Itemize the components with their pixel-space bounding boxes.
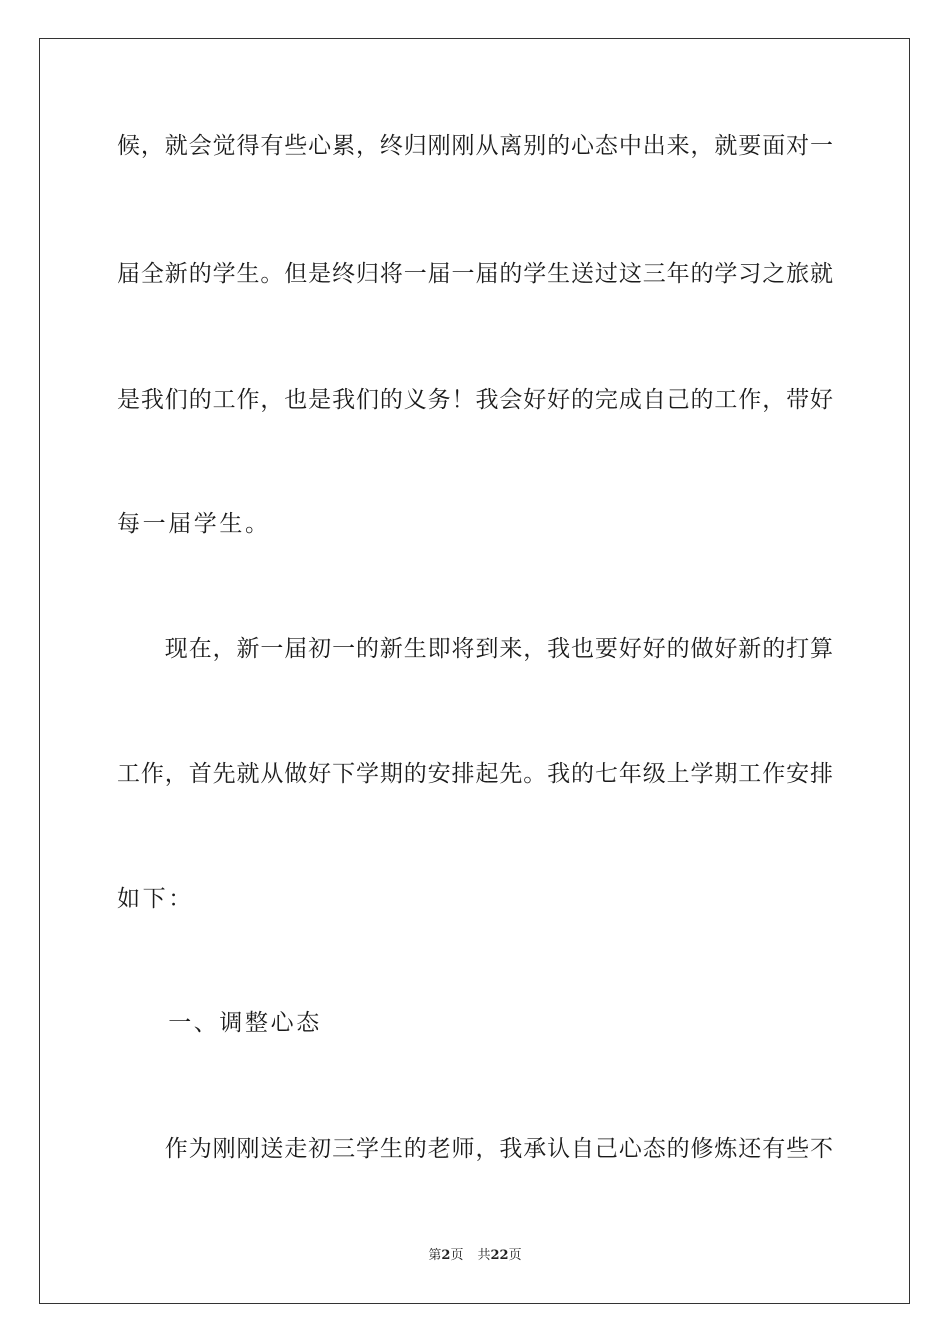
footer-page-suffix: 页: [450, 1248, 464, 1263]
body-text-line-9: 作为刚刚送走初三学生的老师，我承认自己心态的修炼还有些不: [117, 1136, 833, 1162]
footer-page-prefix: 第: [428, 1248, 442, 1263]
body-text-line-5: 现在，新一届初一的新生即将到来，我也要好好的做好新的打算: [117, 636, 833, 662]
body-text-line-3: 是我们的工作，也是我们的义务！我会好好的完成自己的工作，带好: [117, 387, 833, 413]
section-heading: 一、调整心态: [117, 1010, 322, 1036]
body-text-line-7: 如下：: [117, 886, 194, 912]
footer-page-number: 2: [441, 1248, 451, 1263]
body-text-line-2: 届全新的学生。但是终归将一届一届的学生送过这三年的学习之旅就: [117, 261, 833, 287]
footer-total-suffix: 页: [508, 1248, 522, 1263]
body-text-line-6: 工作，首先就从做好下学期的安排起先。我的七年级上学期工作安排: [117, 761, 833, 787]
footer-total-prefix: 共: [477, 1248, 491, 1263]
page-border: [39, 38, 910, 1304]
body-text-line-4: 每一届学生。: [117, 511, 271, 537]
body-text-line-1: 候，就会觉得有些心累，终归刚刚从离别的心态中出来，就要面对一: [117, 133, 833, 159]
page-footer: [0, 1247, 950, 1265]
footer-total-pages: 22: [490, 1248, 509, 1263]
